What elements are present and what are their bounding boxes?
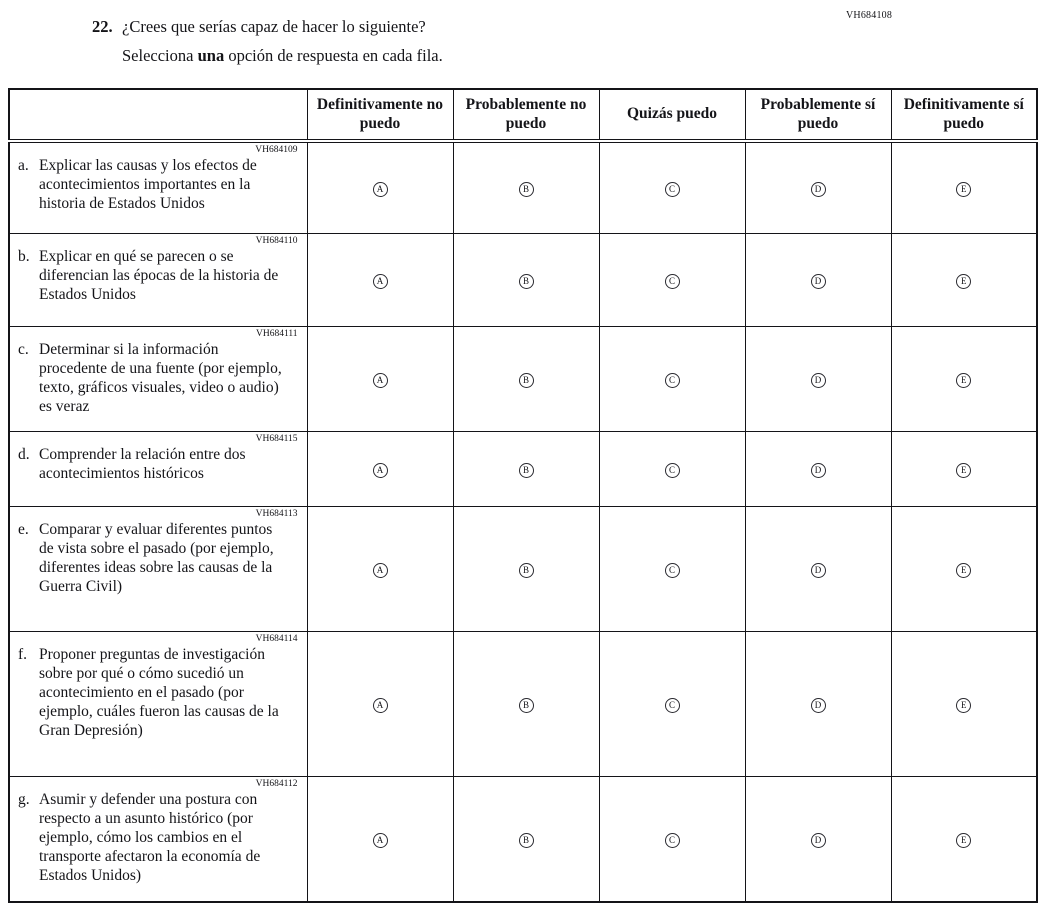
column-header-probablemente-si: Probablemente sí puedo	[745, 89, 891, 141]
item-text	[18, 520, 299, 597]
option-cell-a[interactable]	[307, 233, 453, 326]
option-cell-a[interactable]	[307, 506, 453, 631]
option-cell-d[interactable]	[745, 431, 891, 506]
option-d-bubble[interactable]: D	[811, 182, 826, 197]
option-d-bubble[interactable]: D	[811, 463, 826, 478]
option-b-bubble[interactable]: B	[519, 373, 534, 388]
item-statement: Explicar en qué se parecen o se diferencian las épocas de la historia de Estados Unidos	[39, 247, 279, 303]
option-cell-d[interactable]	[745, 776, 891, 902]
item-letter: g.	[18, 790, 30, 808]
option-cell-b[interactable]	[453, 141, 599, 233]
item-text	[18, 247, 299, 305]
item-letter: e.	[18, 520, 29, 538]
option-b-bubble[interactable]: B	[519, 833, 534, 848]
item-statement: Comprender la relación entre dos acontecimientos históricos	[39, 445, 246, 482]
option-cell-e[interactable]	[891, 141, 1037, 233]
table-row-f	[9, 631, 1037, 776]
instruction	[122, 46, 852, 66]
option-cell-a[interactable]	[307, 431, 453, 506]
row-label-cell	[9, 326, 307, 431]
column-header-probablemente-no: Probablemente no puedo	[453, 89, 599, 141]
option-cell-e[interactable]	[891, 631, 1037, 776]
option-cell-d[interactable]	[745, 631, 891, 776]
option-e-bubble[interactable]: E	[956, 463, 971, 478]
option-e-bubble[interactable]: E	[956, 833, 971, 848]
option-c-bubble[interactable]: C	[665, 698, 680, 713]
item-code: VH684109	[255, 145, 298, 155]
option-cell-e[interactable]	[891, 326, 1037, 431]
item-text	[18, 445, 299, 483]
option-cell-c[interactable]	[599, 776, 745, 902]
option-a-bubble[interactable]: A	[373, 563, 388, 578]
option-cell-b[interactable]	[453, 233, 599, 326]
option-a-bubble[interactable]: A	[373, 833, 388, 848]
item-letter: a.	[18, 157, 29, 174]
option-cell-b[interactable]	[453, 326, 599, 431]
item-text	[18, 156, 299, 214]
question-text: ¿Crees que serías capaz de hacer lo siguiente?	[122, 17, 426, 36]
option-d-bubble[interactable]: D	[811, 833, 826, 848]
header-row	[9, 89, 1037, 141]
option-e-bubble[interactable]: E	[956, 373, 971, 388]
option-cell-a[interactable]	[307, 326, 453, 431]
option-cell-b[interactable]	[453, 506, 599, 631]
row-label-cell	[9, 141, 307, 233]
item-code: VH684113	[255, 508, 298, 519]
item-text	[18, 340, 299, 417]
option-e-bubble[interactable]: E	[956, 563, 971, 578]
question-block	[92, 16, 852, 66]
option-c-bubble[interactable]: C	[665, 274, 680, 289]
option-cell-e[interactable]	[891, 431, 1037, 506]
item-code: VH684110	[255, 235, 298, 246]
option-cell-c[interactable]	[599, 233, 745, 326]
option-a-bubble[interactable]: A	[373, 373, 388, 388]
row-label-cell	[9, 631, 307, 776]
table-row-b	[9, 233, 1037, 326]
option-cell-d[interactable]	[745, 233, 891, 326]
option-a-bubble[interactable]: A	[373, 463, 388, 478]
option-cell-d[interactable]	[745, 506, 891, 631]
option-d-bubble[interactable]: D	[811, 373, 826, 388]
option-e-bubble[interactable]: E	[956, 182, 971, 197]
option-cell-e[interactable]	[891, 506, 1037, 631]
option-a-bubble[interactable]: A	[373, 274, 388, 289]
item-letter: d.	[18, 445, 30, 463]
question-number: 22.	[92, 17, 113, 36]
option-cell-b[interactable]	[453, 776, 599, 902]
option-c-bubble[interactable]: C	[665, 182, 680, 197]
row-label-cell	[9, 431, 307, 506]
option-b-bubble[interactable]: B	[519, 463, 534, 478]
option-c-bubble[interactable]: C	[665, 833, 680, 848]
option-e-bubble[interactable]: E	[956, 274, 971, 289]
option-cell-d[interactable]	[745, 141, 891, 233]
item-statement: Explicar las causas y los efectos de acontecimientos importantes en la historia de Estados Unidos	[39, 157, 257, 213]
item-statement: Proponer preguntas de investigación sobre por qué o cómo sucedió un acontecimiento en el pasado (por ejemplo, cuáles fueron las causas de la Gran Depresión)	[39, 645, 279, 740]
option-d-bubble[interactable]: D	[811, 563, 826, 578]
option-b-bubble[interactable]: B	[519, 274, 534, 289]
option-cell-c[interactable]	[599, 431, 745, 506]
item-code: VH684111	[255, 328, 298, 339]
item-text	[18, 645, 299, 741]
option-c-bubble[interactable]: C	[665, 463, 680, 478]
table-row-g	[9, 776, 1037, 902]
form-code: VH684108	[846, 10, 893, 21]
option-cell-e[interactable]	[891, 233, 1037, 326]
instruction-suffix: opción de respuesta en cada fila.	[224, 46, 443, 66]
option-cell-c[interactable]	[599, 326, 745, 431]
table-row-e	[9, 506, 1037, 631]
item-statement: Determinar si la información procedente de una fuente (por ejemplo, texto, gráficos visuales, video o audio) es veraz	[39, 340, 282, 416]
option-a-bubble[interactable]: A	[373, 182, 388, 197]
row-label-cell	[9, 506, 307, 631]
item-letter: b.	[18, 247, 30, 265]
item-letter: f.	[18, 645, 28, 663]
item-statement: Asumir y defender una postura con respecto a un asunto histórico (por ejemplo, cómo los cambios en el transporte afectaron la economía de Estados Unidos)	[39, 790, 261, 885]
option-d-bubble[interactable]: D	[811, 274, 826, 289]
option-cell-a[interactable]	[307, 141, 453, 233]
corner-cell	[9, 89, 307, 141]
option-cell-a[interactable]	[307, 776, 453, 902]
row-label-cell	[9, 776, 307, 902]
option-b-bubble[interactable]: B	[519, 182, 534, 197]
option-c-bubble[interactable]: C	[665, 373, 680, 388]
question-line	[92, 16, 852, 37]
option-cell-e[interactable]	[891, 776, 1037, 902]
table-row-c	[9, 326, 1037, 431]
option-cell-d[interactable]	[745, 326, 891, 431]
instruction-prefix: Selecciona	[122, 46, 198, 66]
item-statement: Comparar y evaluar diferentes puntos de vista sobre el pasado (por ejemplo, diferentes ideas sobre las causas de la Guerra Civil)	[39, 520, 274, 596]
option-b-bubble[interactable]: B	[519, 698, 534, 713]
response-matrix	[8, 88, 1038, 903]
option-b-bubble[interactable]: B	[519, 563, 534, 578]
option-cell-c[interactable]	[599, 141, 745, 233]
option-d-bubble[interactable]: D	[811, 698, 826, 713]
item-code: VH684115	[255, 433, 298, 444]
table-row-a	[9, 141, 1037, 233]
column-header-definitivamente-no: Definitivamente no puedo	[307, 89, 453, 141]
item-text	[18, 790, 299, 886]
option-a-bubble[interactable]: A	[373, 698, 388, 713]
option-e-bubble[interactable]: E	[956, 698, 971, 713]
option-c-bubble[interactable]: C	[665, 563, 680, 578]
item-code: VH684112	[255, 778, 298, 789]
instruction-bold: una	[197, 46, 225, 66]
table-row-d	[9, 431, 1037, 506]
row-label-cell	[9, 233, 307, 326]
item-letter: c.	[18, 340, 29, 358]
column-header-quizas: Quizás puedo	[599, 89, 745, 141]
column-header-definitivamente-si: Definitivamente sí puedo	[891, 89, 1037, 141]
option-cell-b[interactable]	[453, 631, 599, 776]
option-cell-c[interactable]	[599, 631, 745, 776]
option-cell-c[interactable]	[599, 506, 745, 631]
option-cell-b[interactable]	[453, 431, 599, 506]
item-code: VH684114	[255, 633, 298, 644]
option-cell-a[interactable]	[307, 631, 453, 776]
